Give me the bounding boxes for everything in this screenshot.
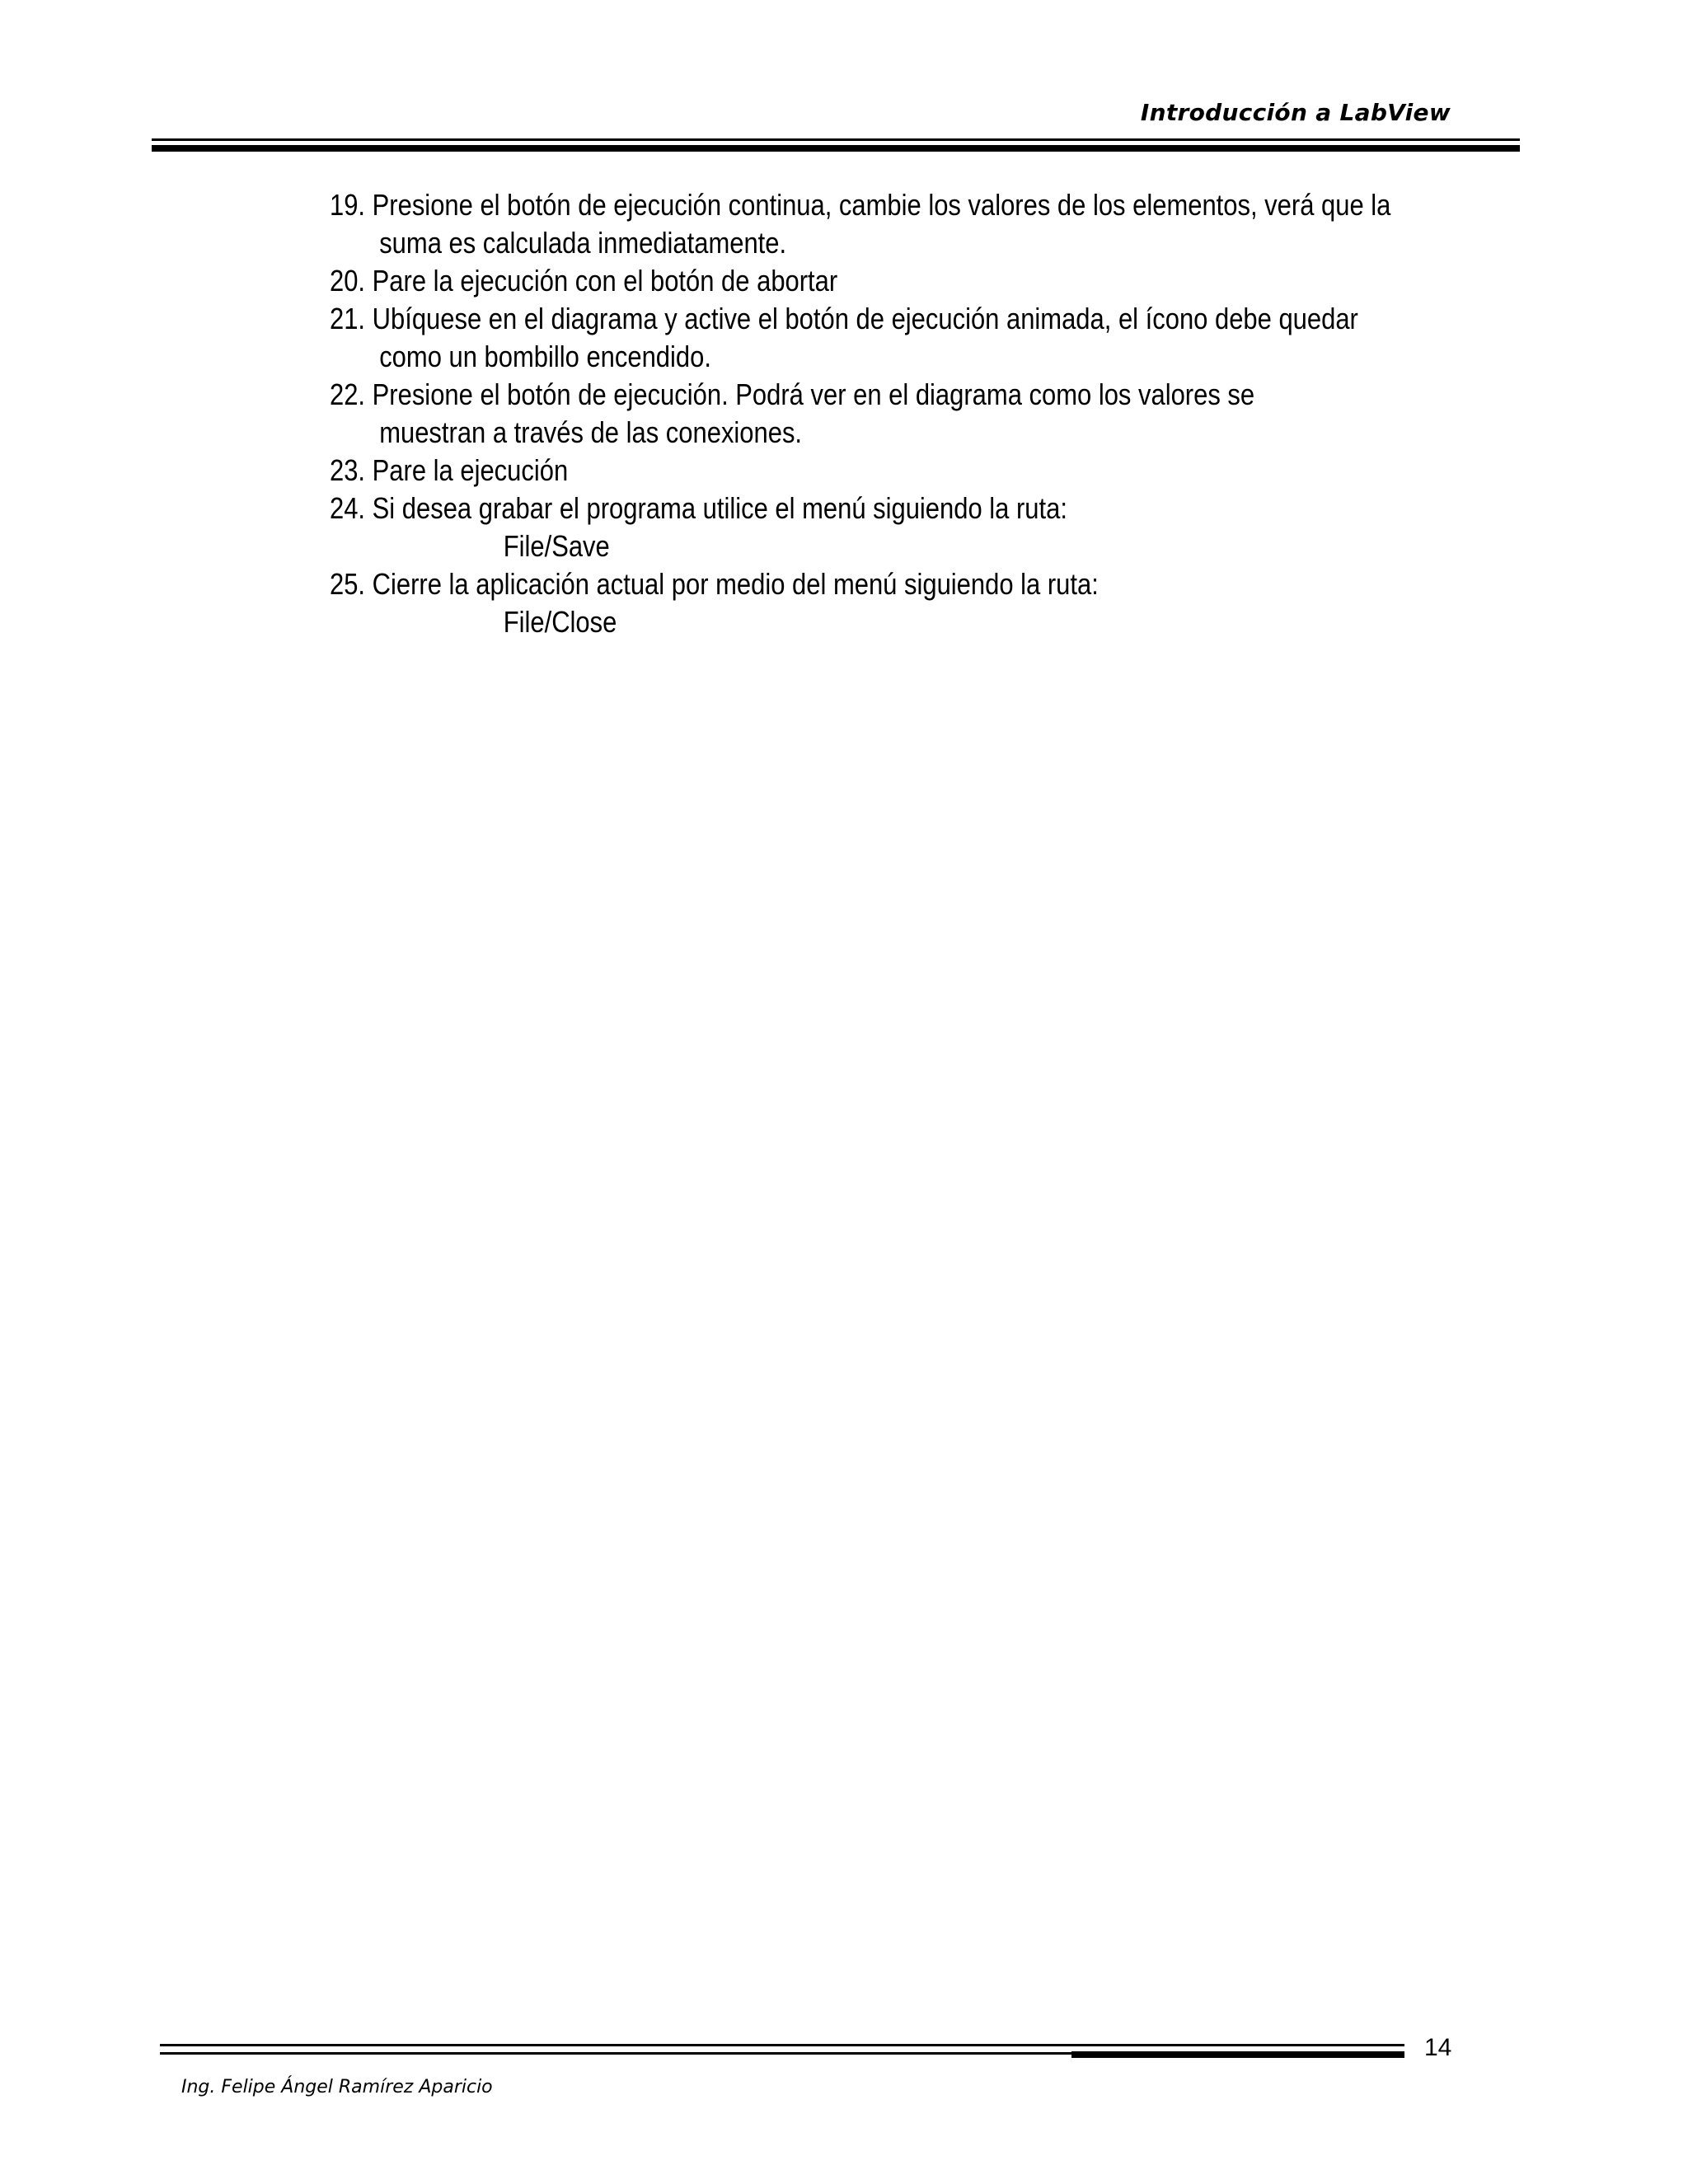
item-number: 20.: [330, 264, 366, 298]
footer-rule-thick: [1071, 2051, 1404, 2058]
list-item: [330, 490, 1315, 565]
list-item: [330, 186, 1391, 262]
menu-path: File/Close: [503, 605, 617, 639]
item-number: 21.: [330, 302, 366, 335]
item-number: 25.: [330, 567, 366, 601]
list-item: [330, 300, 1358, 376]
item-text: Ubíquese en el diagrama y active el botón de ejecución animada, el ícono debe quedar: [372, 302, 1358, 335]
footer-rule-secondary: [160, 2052, 1075, 2055]
item-text: Presione el botón de ejecución continua, cambie los valores de los elementos, verá que la: [372, 188, 1391, 222]
item-text-continued: como un bombillo encendido.: [379, 340, 711, 373]
list-item: [330, 565, 1315, 641]
item-number: 19.: [330, 188, 366, 222]
item-number: 22.: [330, 377, 366, 411]
item-text: Si desea grabar el programa utilice el menú siguiendo la ruta:: [372, 491, 1067, 525]
item-text: Pare la ejecución: [372, 453, 569, 487]
menu-path: File/Save: [503, 529, 610, 563]
header-rule: [152, 138, 1520, 141]
header-title: Introducción a LabView: [1140, 99, 1451, 126]
item-number: 24.: [330, 491, 366, 525]
header-rule-thick: [152, 145, 1520, 152]
list-item: [330, 452, 1315, 490]
item-text: Cierre la aplicación actual por medio del menú siguiendo la ruta:: [372, 567, 1099, 601]
item-text: Presione el botón de ejecución. Podrá ver en el diagrama como los valores se: [372, 377, 1255, 411]
item-text-continued: muestran a través de las conexiones.: [379, 415, 803, 449]
list-item: [330, 376, 1315, 452]
instruction-list: [330, 186, 1391, 641]
item-text-continued: suma es calculada inmediatamente.: [379, 226, 787, 260]
page-number: 14: [1424, 2034, 1452, 2061]
list-item: [330, 262, 1315, 300]
item-number: 23.: [330, 453, 366, 487]
item-text: Pare la ejecución con el botón de abortar: [372, 264, 838, 298]
footer-author: Ing. Felipe Ángel Ramírez Aparicio: [181, 2077, 493, 2097]
footer-rule: [160, 2044, 1404, 2046]
